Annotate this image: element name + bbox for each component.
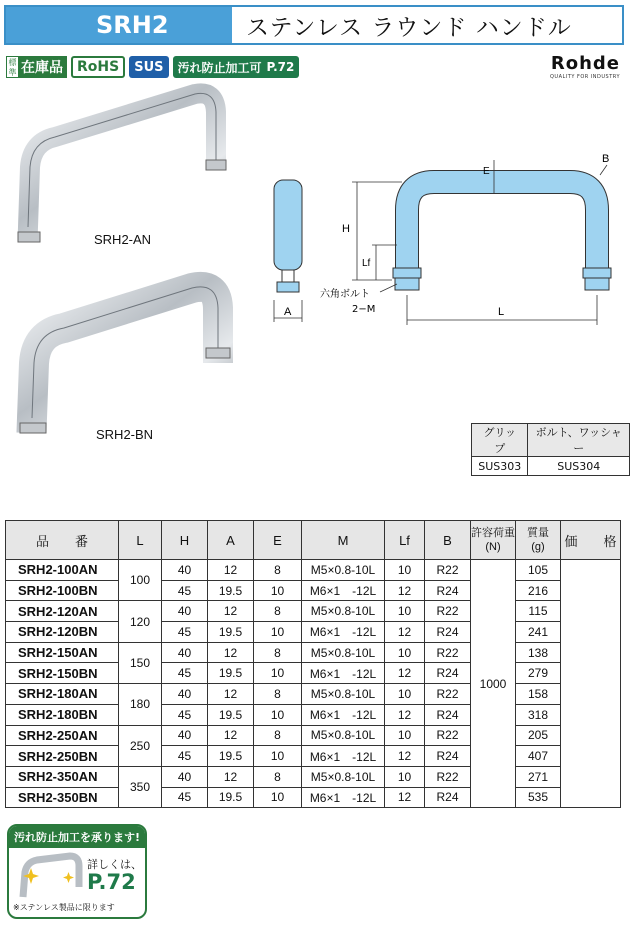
l-cell: 350: [119, 766, 162, 807]
e-cell: 10: [254, 622, 302, 643]
mass-cell: 271: [516, 766, 561, 787]
h-cell: 40: [162, 642, 208, 663]
dirt-proof-promo: [7, 824, 147, 919]
lf-cell: 10: [385, 560, 425, 581]
m-cell: M6×1 -12L: [302, 663, 385, 684]
col-m: M: [302, 521, 385, 560]
h-cell: 40: [162, 601, 208, 622]
product-code-cell: SRH2-100AN: [6, 560, 119, 581]
load-cell: 1000: [471, 560, 516, 808]
mass-cell: 105: [516, 560, 561, 581]
side-view-grip: [274, 180, 302, 270]
e-cell: 8: [254, 766, 302, 787]
lf-cell: 12: [385, 622, 425, 643]
spec-row: [6, 704, 621, 725]
a-cell: 19.5: [208, 746, 254, 767]
dim-lf: Lf: [362, 258, 371, 269]
dim-h: H: [342, 223, 350, 235]
spec-row: [6, 787, 621, 808]
l-cell: 180: [119, 684, 162, 725]
dim-a: A: [284, 306, 292, 318]
promo-more: 詳しくは、: [87, 858, 142, 871]
h-cell: 45: [162, 704, 208, 725]
mass-cell: 138: [516, 642, 561, 663]
mass-cell: 407: [516, 746, 561, 767]
m-cell: M5×0.8-10L: [302, 766, 385, 787]
dim-e: E: [483, 166, 490, 177]
e-cell: 8: [254, 684, 302, 705]
h-cell: 45: [162, 746, 208, 767]
lf-cell: 12: [385, 787, 425, 808]
b-cell: R22: [425, 601, 471, 622]
product-code-cell: SRH2-150AN: [6, 642, 119, 663]
handle-sparkle-icon: [15, 852, 85, 902]
col-load: [471, 521, 516, 560]
b-cell: R22: [425, 684, 471, 705]
lf-cell: 10: [385, 642, 425, 663]
rohs-badge: RoHS: [71, 56, 125, 78]
spec-table: [5, 520, 621, 808]
m-cell: M6×1 -12L: [302, 746, 385, 767]
product-code-cell: SRH2-350BN: [6, 787, 119, 808]
material-header-bolt: ボルト、ワッシャー: [528, 424, 630, 457]
l-cell: 250: [119, 725, 162, 766]
product-code-cell: SRH2-100BN: [6, 580, 119, 601]
spec-row: [6, 746, 621, 767]
spec-row: [6, 642, 621, 663]
product-code-cell: SRH2-120BN: [6, 622, 119, 643]
e-cell: 10: [254, 787, 302, 808]
stock-label: 在庫品: [18, 57, 66, 77]
price-cell: [561, 560, 621, 808]
mass-cell: 216: [516, 580, 561, 601]
b-cell: R22: [425, 766, 471, 787]
e-cell: 8: [254, 642, 302, 663]
brand-name: Rohde: [550, 53, 620, 74]
bolt-label: 六角ボルト: [320, 289, 370, 300]
dim-b: B: [602, 153, 610, 165]
h-cell: 45: [162, 663, 208, 684]
e-cell: 8: [254, 560, 302, 581]
col-mass-unit: (g): [531, 541, 545, 553]
m-cell: M6×1 -12L: [302, 622, 385, 643]
h-cell: 40: [162, 725, 208, 746]
spec-row: [6, 580, 621, 601]
a-cell: 12: [208, 766, 254, 787]
b-cell: R24: [425, 787, 471, 808]
photo-bn-label: SRH2-BN: [96, 427, 154, 442]
material-header-grip: グリップ: [472, 424, 528, 457]
col-lf: Lf: [385, 521, 425, 560]
h-cell: 45: [162, 580, 208, 601]
col-b: B: [425, 521, 471, 560]
product-code-cell: SRH2-180BN: [6, 704, 119, 725]
spec-row: [6, 684, 621, 705]
product-title: ステンレス ラウンド ハンドル: [232, 7, 622, 43]
a-cell: 19.5: [208, 622, 254, 643]
technical-drawing: [262, 150, 622, 335]
m-cell: M6×1 -12L: [302, 580, 385, 601]
product-photo-an: [10, 82, 260, 252]
mass-cell: 205: [516, 725, 561, 746]
promo-note: ※ステンレス製品に限ります: [13, 903, 115, 912]
h-cell: 45: [162, 622, 208, 643]
b-cell: R22: [425, 725, 471, 746]
m-cell: M6×1 -12L: [302, 704, 385, 725]
spec-row: [6, 601, 621, 622]
e-cell: 10: [254, 746, 302, 767]
col-mass-label: 質量: [527, 527, 549, 539]
col-h: H: [162, 521, 208, 560]
col-load-label: 許容荷重: [471, 527, 515, 539]
dim-l: L: [498, 306, 505, 318]
product-code: SRH2: [6, 7, 232, 43]
mass-cell: 535: [516, 787, 561, 808]
spec-row: [6, 560, 621, 581]
promo-heading: 汚れ防止加工を承ります!: [9, 826, 145, 848]
mass-cell: 115: [516, 601, 561, 622]
a-cell: 12: [208, 725, 254, 746]
a-cell: 12: [208, 560, 254, 581]
b-cell: R24: [425, 622, 471, 643]
a-cell: 12: [208, 601, 254, 622]
sus-badge: SUS: [129, 56, 168, 78]
product-code-cell: SRH2-250BN: [6, 746, 119, 767]
dirt-proof-label: 汚れ防止加工可: [177, 60, 262, 75]
col-code: 品 番: [6, 521, 119, 560]
spec-row: [6, 622, 621, 643]
lf-cell: 10: [385, 725, 425, 746]
a-cell: 19.5: [208, 787, 254, 808]
col-load-unit: (N): [485, 541, 501, 553]
lf-cell: 12: [385, 746, 425, 767]
e-cell: 10: [254, 704, 302, 725]
h-cell: 40: [162, 684, 208, 705]
m-cell: M6×1 -12L: [302, 787, 385, 808]
e-cell: 8: [254, 601, 302, 622]
a-cell: 19.5: [208, 663, 254, 684]
brand-logo: [550, 53, 620, 80]
b-cell: R22: [425, 642, 471, 663]
col-mass: [516, 521, 561, 560]
material-grip: SUS303: [472, 457, 528, 476]
h-cell: 45: [162, 787, 208, 808]
bolt-qty-label: 2−M: [352, 304, 376, 315]
lf-cell: 10: [385, 601, 425, 622]
stock-badge: [6, 56, 67, 78]
b-cell: R24: [425, 663, 471, 684]
lf-cell: 10: [385, 766, 425, 787]
a-cell: 19.5: [208, 580, 254, 601]
mass-cell: 158: [516, 684, 561, 705]
spec-row: [6, 663, 621, 684]
badge-row: [6, 56, 299, 78]
b-cell: R24: [425, 580, 471, 601]
standard-mark: 標準: [8, 58, 17, 77]
e-cell: 10: [254, 580, 302, 601]
product-code-cell: SRH2-120AN: [6, 601, 119, 622]
b-cell: R22: [425, 560, 471, 581]
h-cell: 40: [162, 560, 208, 581]
material-table: [471, 423, 630, 476]
promo-page[interactable]: P.72: [87, 870, 136, 894]
material-bolt: SUS304: [528, 457, 630, 476]
a-cell: 12: [208, 642, 254, 663]
l-cell: 120: [119, 601, 162, 642]
product-code-cell: SRH2-350AN: [6, 766, 119, 787]
col-l: L: [119, 521, 162, 560]
a-cell: 12: [208, 684, 254, 705]
dirt-proof-badge: [173, 56, 300, 78]
a-cell: 19.5: [208, 704, 254, 725]
m-cell: M5×0.8-10L: [302, 684, 385, 705]
lf-cell: 10: [385, 684, 425, 705]
e-cell: 8: [254, 725, 302, 746]
m-cell: M5×0.8-10L: [302, 725, 385, 746]
col-a: A: [208, 521, 254, 560]
mass-cell: 279: [516, 663, 561, 684]
spec-row: [6, 766, 621, 787]
mass-cell: 318: [516, 704, 561, 725]
m-cell: M5×0.8-10L: [302, 560, 385, 581]
m-cell: M5×0.8-10L: [302, 601, 385, 622]
b-cell: R24: [425, 746, 471, 767]
front-view-grip: [407, 182, 597, 268]
dirt-proof-page: P.72: [266, 60, 295, 74]
product-code-cell: SRH2-150BN: [6, 663, 119, 684]
product-code-cell: SRH2-180AN: [6, 684, 119, 705]
l-cell: 100: [119, 560, 162, 601]
h-cell: 40: [162, 766, 208, 787]
b-cell: R24: [425, 704, 471, 725]
mass-cell: 241: [516, 622, 561, 643]
lf-cell: 12: [385, 580, 425, 601]
m-cell: M5×0.8-10L: [302, 642, 385, 663]
e-cell: 10: [254, 663, 302, 684]
col-price: 価 格: [561, 521, 621, 560]
col-e: E: [254, 521, 302, 560]
product-code-cell: SRH2-250AN: [6, 725, 119, 746]
product-photo-bn: [12, 268, 262, 448]
photo-an-label: SRH2-AN: [94, 232, 152, 247]
spec-row: [6, 725, 621, 746]
lf-cell: 12: [385, 704, 425, 725]
brand-tagline: QUALITY FOR INDUSTRY: [549, 74, 620, 80]
title-bar: [4, 5, 624, 45]
lf-cell: 12: [385, 663, 425, 684]
l-cell: 150: [119, 642, 162, 683]
